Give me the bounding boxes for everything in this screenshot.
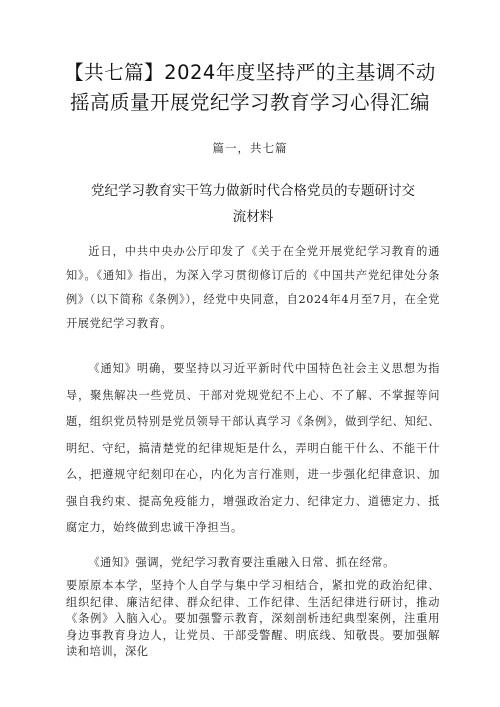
- body-paragraph-3: 《通知》强调，党纪学习教育要注重融入日常、抓在经常。: [88, 556, 395, 569]
- body-paragraph-2: 《通知》明确，要坚持以习近平新时代中国特色社会主义思想为指导，聚焦解决一些党员、干部对党规党纪不上心、不了解、不掌握等问题，组织党员特别是党员领导干部认真学习《条例》，做到学纪、知纪、明纪、守纪，搞清楚党的纪律规矩是什么，弄明白能干什么、不能干什么，把遵规守纪刻印在心，内化为言行准则，进一步强化纪律意识、加强自我约束、提高免疫能力，增强政治定力、纪律定力、道德定力、抵腐定力，始终做到忠诚干净担当。: [66, 362, 440, 534]
- article-title: 党纪学习教育实干笃力做新时代合格党员的专题研讨交流材料: [91, 183, 415, 225]
- section-label: 篇一，共七篇: [212, 141, 288, 155]
- document-main-title: 【共七篇】2024年度坚持严的主基调不动摇高质量开展党纪学习教育学习心得汇编: [64, 61, 436, 114]
- body-paragraph-4: 要原原本本学，坚持个人自学与集中学习相结合，紧扣党的政治纪律、组织纪律、廉洁纪律、群众纪律、工作纪律、生活纪律进行研讨，推动《条例》入脑入心。要加强警示教育，深刻剖析违纪典型案例，注重用身边事教育身边人，让党员、干部受警醒、明底线、知敬畏。要加强解读和培训，深化: [66, 579, 440, 658]
- body-paragraph-1: 近日，中共中央办公厅印发了《关于在全党开展党纪学习教育的通知》。《通知》指出，为深入学习贯彻修订后的《中国共产党纪律处分条例》（以下简称《条例》），经党中央同意，自2024年4月至7月，在全党开展党纪学习教育。: [66, 245, 440, 330]
